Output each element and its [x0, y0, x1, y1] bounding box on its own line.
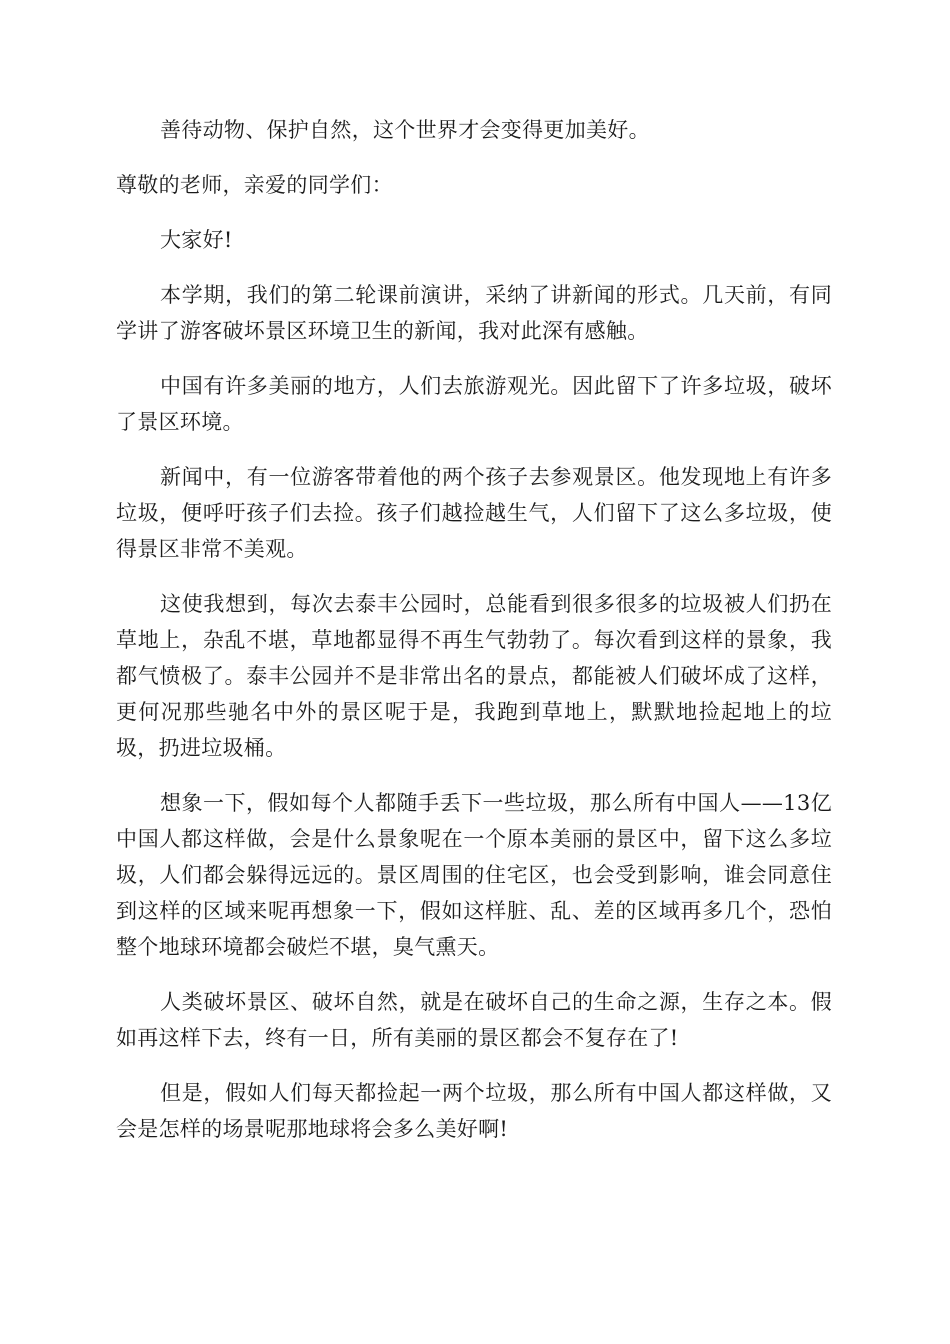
paragraph-hope: 但是，假如人们每天都捡起一两个垃圾，那么所有中国人都这样做，又会是怎样的场景呢那地球将会多么美好啊! — [116, 1081, 832, 1141]
paragraph-closing-line: 善待动物、保护自然，这个世界才会变得更加美好。 — [160, 118, 650, 142]
document-page — [116, 112, 832, 1166]
paragraph-news-story: 新闻中，有一位游客带着他的两个孩子去参观景区。他发现地上有许多垃圾，便呼吁孩子们去捡。孩子们越捡越生气，人们留下了这么多垃圾，使得景区非常不美观。 — [116, 465, 832, 561]
greeting: 大家好! — [160, 228, 233, 252]
paragraph-park-experience: 这使我想到，每次去泰丰公园时，总能看到很多很多的垃圾被人们扔在草地上，杂乱不堪，草地都显得不再生气勃勃了。每次看到这样的景象，我都气愤极了。泰丰公园并不是非常出名的景点，都能被人们破坏成了这样，更何况那些驰名中外的景区呢于是，我跑到草地上，默默地捡起地上的垃圾，扔进垃圾桶。 — [116, 592, 832, 760]
salutation: 尊敬的老师，亲爱的同学们： — [116, 173, 393, 197]
paragraph-china-scenery: 中国有许多美丽的地方，人们去旅游观光。因此留下了许多垃圾，破坏了景区环境。 — [116, 374, 832, 434]
paragraph-intro: 本学期，我们的第二轮课前演讲，采纳了讲新闻的形式。几天前，有同学讲了游客破坏景区环境卫生的新闻，我对此深有感触。 — [116, 283, 832, 343]
paragraph-imagine: 想象一下，假如每个人都随手丢下一些垃圾，那么所有中国人——13亿中国人都这样做，会是什么景象呢在一个原本美丽的景区中，留下这么多垃圾，人们都会躲得远远的。景区周围的住宅区，也会受到影响，谁会同意住到这样的区域来呢再想象一下，假如这样脏、乱、差的区域再多几个，恐怕整个地球环境都会破烂不堪，臭气熏天。 — [116, 791, 832, 959]
paragraph-human-destruction: 人类破坏景区、破坏自然，就是在破坏自己的生命之源，生存之本。假如再这样下去，终有一日，所有美丽的景区都会不复存在了! — [116, 990, 832, 1050]
